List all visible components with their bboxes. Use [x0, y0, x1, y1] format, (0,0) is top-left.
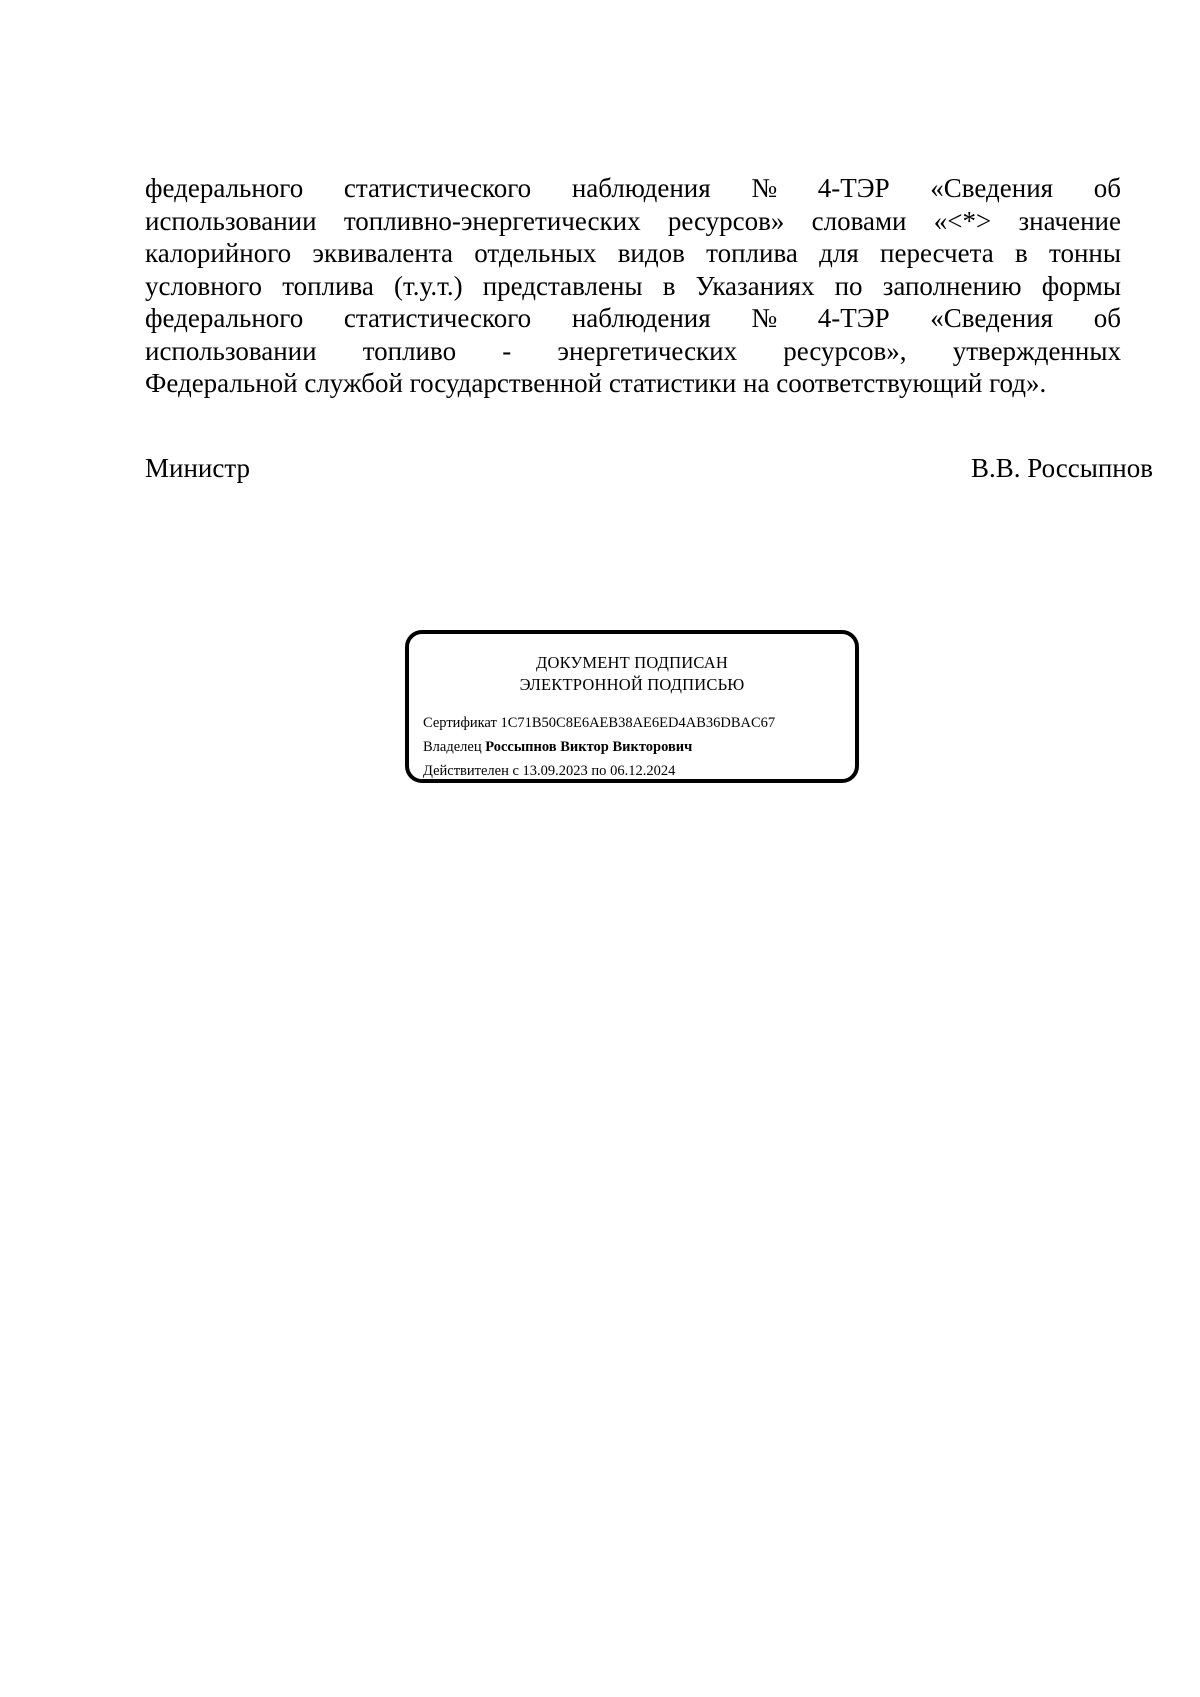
- paragraph-word: статистического: [343, 173, 532, 203]
- paragraph-word: использовании: [145, 335, 317, 366]
- paragraph-last-line: Федеральной службой государственной статистики на соответствующий год».: [145, 368, 1047, 398]
- paragraph-line: [145, 237, 1121, 270]
- paragraph-word: (т.у.т.): [394, 270, 463, 301]
- paragraph-word: в: [662, 270, 676, 301]
- paragraph-word: видов: [617, 238, 685, 268]
- signatory-position: Министр: [145, 453, 250, 483]
- paragraph-word: об: [1093, 303, 1121, 333]
- stamp-title-line: ЭЛЕКТРОННОЙ ПОДПИСЬЮ: [519, 675, 745, 694]
- certificate-label: Сертификат: [423, 715, 497, 731]
- paragraph-word: пересчета: [880, 238, 994, 268]
- valid-to: 06.12.2024: [610, 763, 676, 779]
- paragraph-word: Указаниях: [695, 270, 815, 301]
- stamp-title: [409, 652, 855, 696]
- paragraph-word: заполнению: [882, 270, 1022, 301]
- paragraph-word: отдельных: [474, 238, 597, 268]
- paragraph-word: эквивалента: [312, 238, 453, 268]
- paragraph-word: 4-ТЭР: [817, 173, 890, 203]
- paragraph-word: использовании: [145, 205, 317, 236]
- certificate-value: 1C71B50C8E6AEB38AE6ED4AB36DBAC67: [500, 715, 776, 731]
- paragraph-word: статистического: [343, 303, 532, 333]
- signature-block: [145, 452, 1153, 484]
- paragraph-word: об: [1093, 173, 1121, 203]
- paragraph-line: [145, 270, 1121, 303]
- stamp-title-line: ДОКУМЕНТ ПОДПИСАН: [536, 653, 728, 672]
- paragraph-word: топлива: [282, 270, 374, 301]
- paragraph-word: -: [502, 335, 512, 366]
- stamp-details: [423, 711, 775, 783]
- paragraph-line: [145, 335, 1121, 368]
- body-paragraph: [145, 172, 1121, 400]
- owner-value: Россыпнов Виктор Викторович: [485, 739, 693, 755]
- paragraph-word: словами: [811, 205, 907, 236]
- paragraph-line: [145, 172, 1121, 205]
- paragraph-word: ресурсов»,: [783, 335, 907, 366]
- paragraph-word: топливо: [362, 335, 457, 366]
- paragraph-line: [145, 205, 1121, 238]
- paragraph-word: топливно-энергетических: [343, 205, 641, 236]
- paragraph-word: утвержденных: [952, 335, 1121, 366]
- paragraph-word: топлива: [706, 238, 798, 268]
- paragraph-word: 4-ТЭР: [817, 303, 890, 333]
- valid-to-label: по: [591, 763, 607, 779]
- owner-label: Владелец: [423, 739, 482, 755]
- valid-label: Действителен с: [423, 763, 519, 779]
- paragraph-word: «Сведения: [930, 173, 1054, 203]
- paragraph-word: в: [1015, 238, 1028, 268]
- paragraph-word: «<*>: [933, 205, 992, 236]
- paragraph-word: калорийного: [145, 238, 292, 268]
- paragraph-line: [145, 302, 1121, 335]
- paragraph-word: энергетических: [557, 335, 738, 366]
- paragraph-word: по: [834, 270, 863, 301]
- paragraph-word: ресурсов»: [667, 205, 785, 236]
- paragraph-word: значение: [1018, 205, 1121, 236]
- paragraph-word: формы: [1041, 270, 1121, 301]
- paragraph-word: представлены: [482, 270, 643, 301]
- paragraph-word: №: [751, 303, 778, 333]
- signatory-name: В.В. Россыпнов: [970, 453, 1153, 483]
- electronic-signature-stamp: [405, 630, 859, 783]
- owner-row: [423, 735, 775, 759]
- paragraph-word: наблюдения: [571, 303, 711, 333]
- paragraph-word: федерального: [145, 303, 304, 333]
- valid-from: 13.09.2023: [522, 763, 588, 779]
- paragraph-word: №: [751, 173, 778, 203]
- paragraph-word: наблюдения: [571, 173, 711, 203]
- paragraph-word: для: [819, 238, 859, 268]
- certificate-row: [423, 711, 775, 735]
- paragraph-word: тонны: [1049, 238, 1121, 268]
- paragraph-word: условного: [145, 270, 263, 301]
- paragraph-word: федерального: [145, 173, 304, 203]
- paragraph-word: «Сведения: [930, 303, 1054, 333]
- validity-row: [423, 759, 775, 783]
